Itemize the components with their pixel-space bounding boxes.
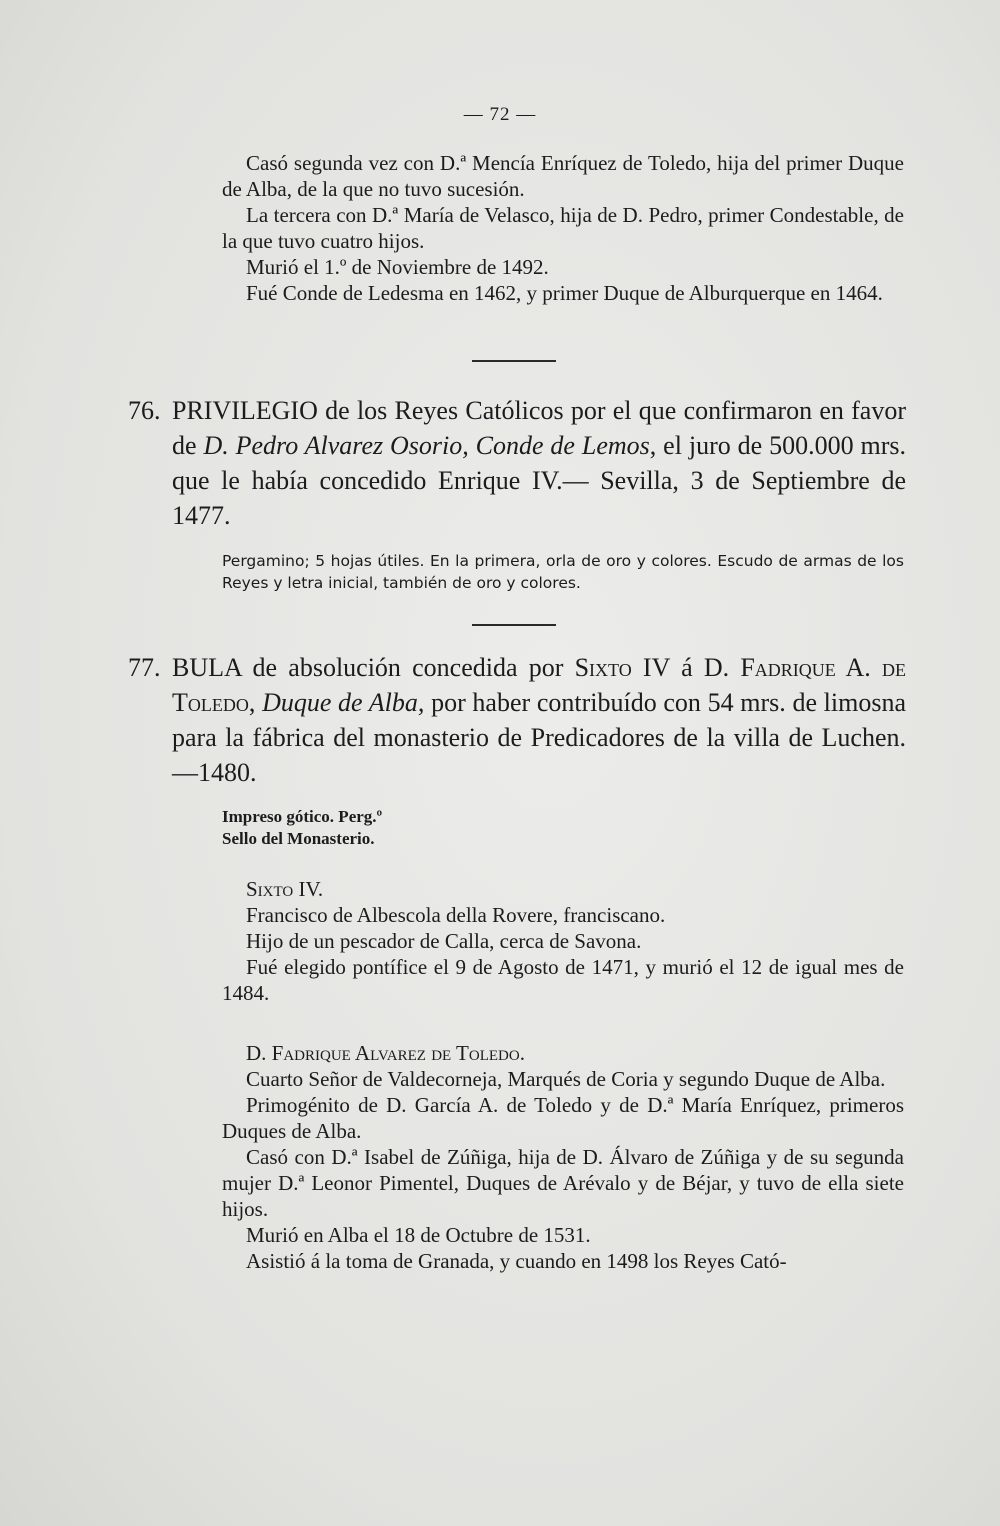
catalog-entry-77 [128,650,906,790]
top-section [222,150,904,306]
entry-text-part: de los Reyes Católicos por el que confirmaron en favor de [172,396,906,460]
entry-number: 76. [128,396,161,425]
section-divider [472,360,556,362]
entry-text [172,650,906,790]
entry-text-part: IV á D. [631,653,741,682]
paragraph: Cuarto Señor de Valdecorneja, Marqués de Coria y segundo Duque de Alba. [246,1067,886,1091]
paragraph: Casó segunda vez con D.ª Mencía Enríquez de Toledo, hija del primer Duque de Alba, de la que no tuvo sucesión. [222,151,904,201]
entry-77-note [222,806,904,850]
entry-text-part: por haber contribuído con 54 mrs. de limosna para la fábrica del monasterio de Predicadores de la villa de Luchen.—1480. [172,688,907,787]
sixto-biography [222,876,904,1006]
note-line: Impreso gótico. Perg.º [222,807,383,826]
bio-heading: D. Fadrique Alvarez de Toledo. [246,1041,525,1065]
small-caps-name: Sixto [574,653,632,682]
paragraph: Primogénito de D. García A. de Toledo y de D.ª María Enríquez, primeros Duques de Alba. [222,1093,904,1143]
small-caps-name: de Toledo, [172,653,907,717]
paragraph: Casó con D.ª Isabel de Zúñiga, hija de D. Álvaro de Zúñiga y de su segunda mujer D.ª Leonor Pimentel, Duques de Arévalo y de Béjar, y tuvo de ella siete hijos. [222,1145,904,1221]
paragraph: Murió en Alba el 18 de Octubre de 1531. [246,1223,591,1247]
section-divider [472,624,556,626]
fadrique-biography [222,1040,904,1274]
paragraph: Fué elegido pontífice el 9 de Agosto de 1471, y murió el 12 de igual mes de 1484. [222,955,904,1005]
entry-text [172,393,906,533]
paragraph: Hijo de un pescador de Calla, cerca de Savona. [246,929,642,953]
entry-text-part: de absolución concedida por [241,653,575,682]
note-line: Sello del Monasterio. [222,829,375,848]
page-number: — 72 — [463,104,537,125]
paragraph: Fué Conde de Ledesma en 1462, y primer Duque de Alburquerque en 1464. [246,281,883,305]
entry-italic: Duque de Alba, [262,688,425,717]
catalog-entry-76 [128,393,906,533]
entry-text-part: A. [835,653,883,682]
entry-text-part: , el juro de 500.000 mrs. que le había concedido Enrique IV.— Sevilla, 3 de Septiembre de 1477. [172,431,906,530]
paragraph: Asistió á la toma de Granada, y cuando en 1498 los Reyes Cató- [246,1249,787,1273]
entry-keyword: PRIVILEGIO [172,396,318,425]
paragraph: Francisco de Albescola della Rovere, franciscano. [246,903,666,927]
entry-number: 77. [128,653,161,682]
paragraph: La tercera con D.ª María de Velasco, hija de D. Pedro, primer Condestable, de la que tuvo cuatro hijos. [222,203,904,253]
small-caps-name: Fadrique [740,653,836,682]
entry-keyword: BULA [172,653,242,682]
entry-italic: D. Pedro Alvarez Osorio, Conde de Lemos [203,431,650,460]
entry-76-note: Pergamino; 5 hojas útiles. En la primera, orla de oro y colores. Escudo de armas de los Reyes y letra inicial, también de oro y colores. [222,552,904,592]
bio-heading: Sixto IV. [246,877,324,901]
paragraph: Murió el 1.º de Noviembre de 1492. [246,255,549,279]
